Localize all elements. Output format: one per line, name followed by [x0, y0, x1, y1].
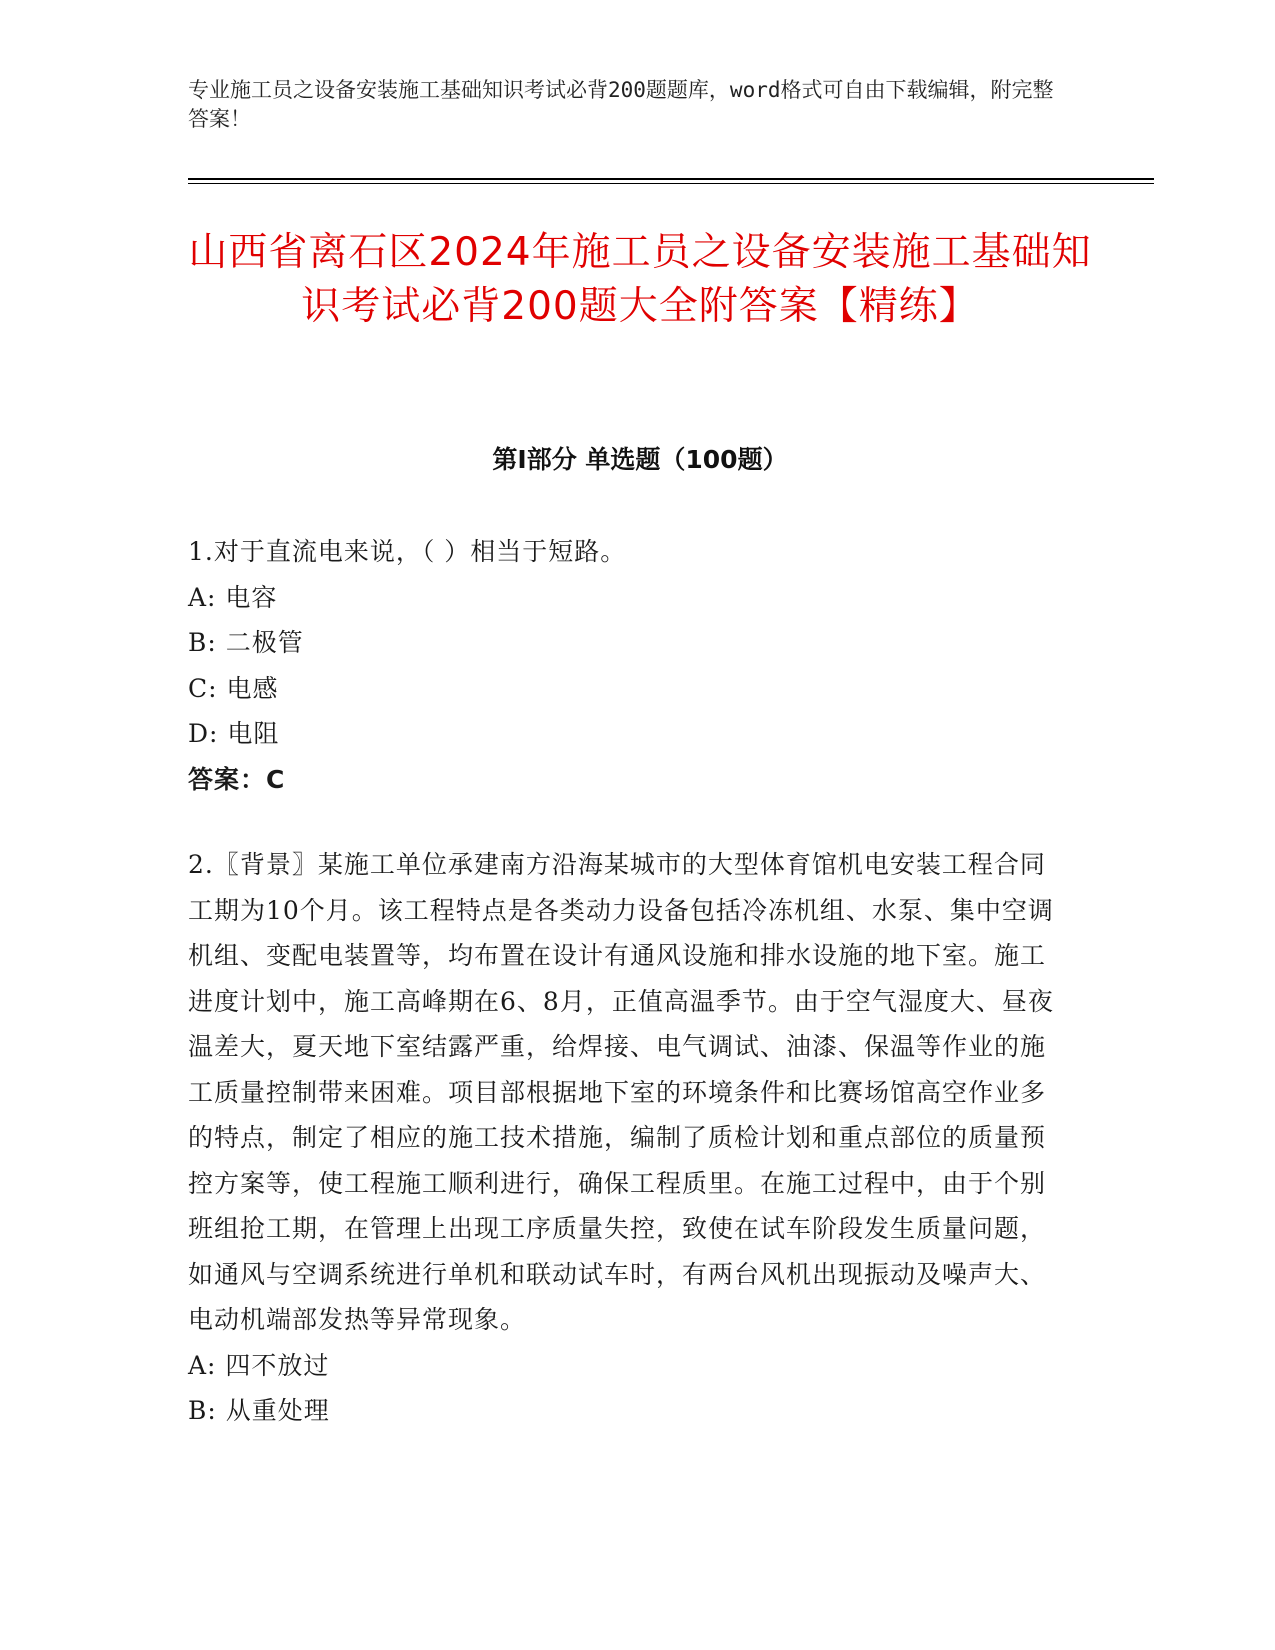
question-2	[188, 842, 1068, 1434]
option-b: B: 从重处理	[188, 1396, 330, 1425]
answer-line: 答案：C	[188, 764, 286, 794]
option-c: C: 电感	[188, 673, 279, 703]
option-a: A: 电容	[188, 582, 278, 612]
header-rule-thick	[188, 178, 1154, 180]
header-rule-thin	[188, 183, 1154, 184]
option-b: B: 二极管	[188, 628, 304, 657]
option-a: A: 四不放过	[188, 1350, 330, 1380]
document-title: 山西省离石区2024年施工员之设备安装施工基础知识考试必背200题大全附答案【精练】	[188, 230, 1092, 329]
question-stem: 1.对于直流电来说，（ ）相当于短路。	[188, 537, 627, 566]
header-note: 专业施工员之设备安装施工基础知识考试必背200题题库，word格式可自由下载编辑，附完整答案！	[188, 78, 1054, 131]
question-stem: 2.〖背景〗某施工单位承建南方沿海某城市的大型体育馆机电安装工程合同工期为10个月。该工程特点是各类动力设备包括冷冻机组、水泵、集中空调机组、变配电装置等，均布置在设计有通风设施和排水设施的地下室。施工进度计划中，施工高峰期在6、8月，正值高温季节。由于空气湿度大、昼夜温差大，夏天地下室结露严重，给焊接、电气调试、油漆、保温等作业的施工质量控制带来困难。项目部根据地下室的环境条件和比赛场馆高空作业多的特点，制定了相应的施工技术措施，编制了质检计划和重点部位的质量预控方案等，使工程施工顺利进行，确保工程质里。在施工过程中，由于个别班组抢工期，在管理上出现工序质量失控，致使在试车阶段发生质量问题，如通风与空调系统进行单机和联动试车时，有两台风机出现振动及噪声大、电动机端部发热等异常现象。	[188, 850, 1054, 1334]
question-list	[188, 529, 1068, 1434]
section-heading: 第Ⅰ部分 单选题（100题）	[492, 445, 788, 474]
question-1	[188, 529, 1068, 802]
option-d: D: 电阻	[188, 719, 280, 748]
spacer	[188, 802, 1068, 842]
